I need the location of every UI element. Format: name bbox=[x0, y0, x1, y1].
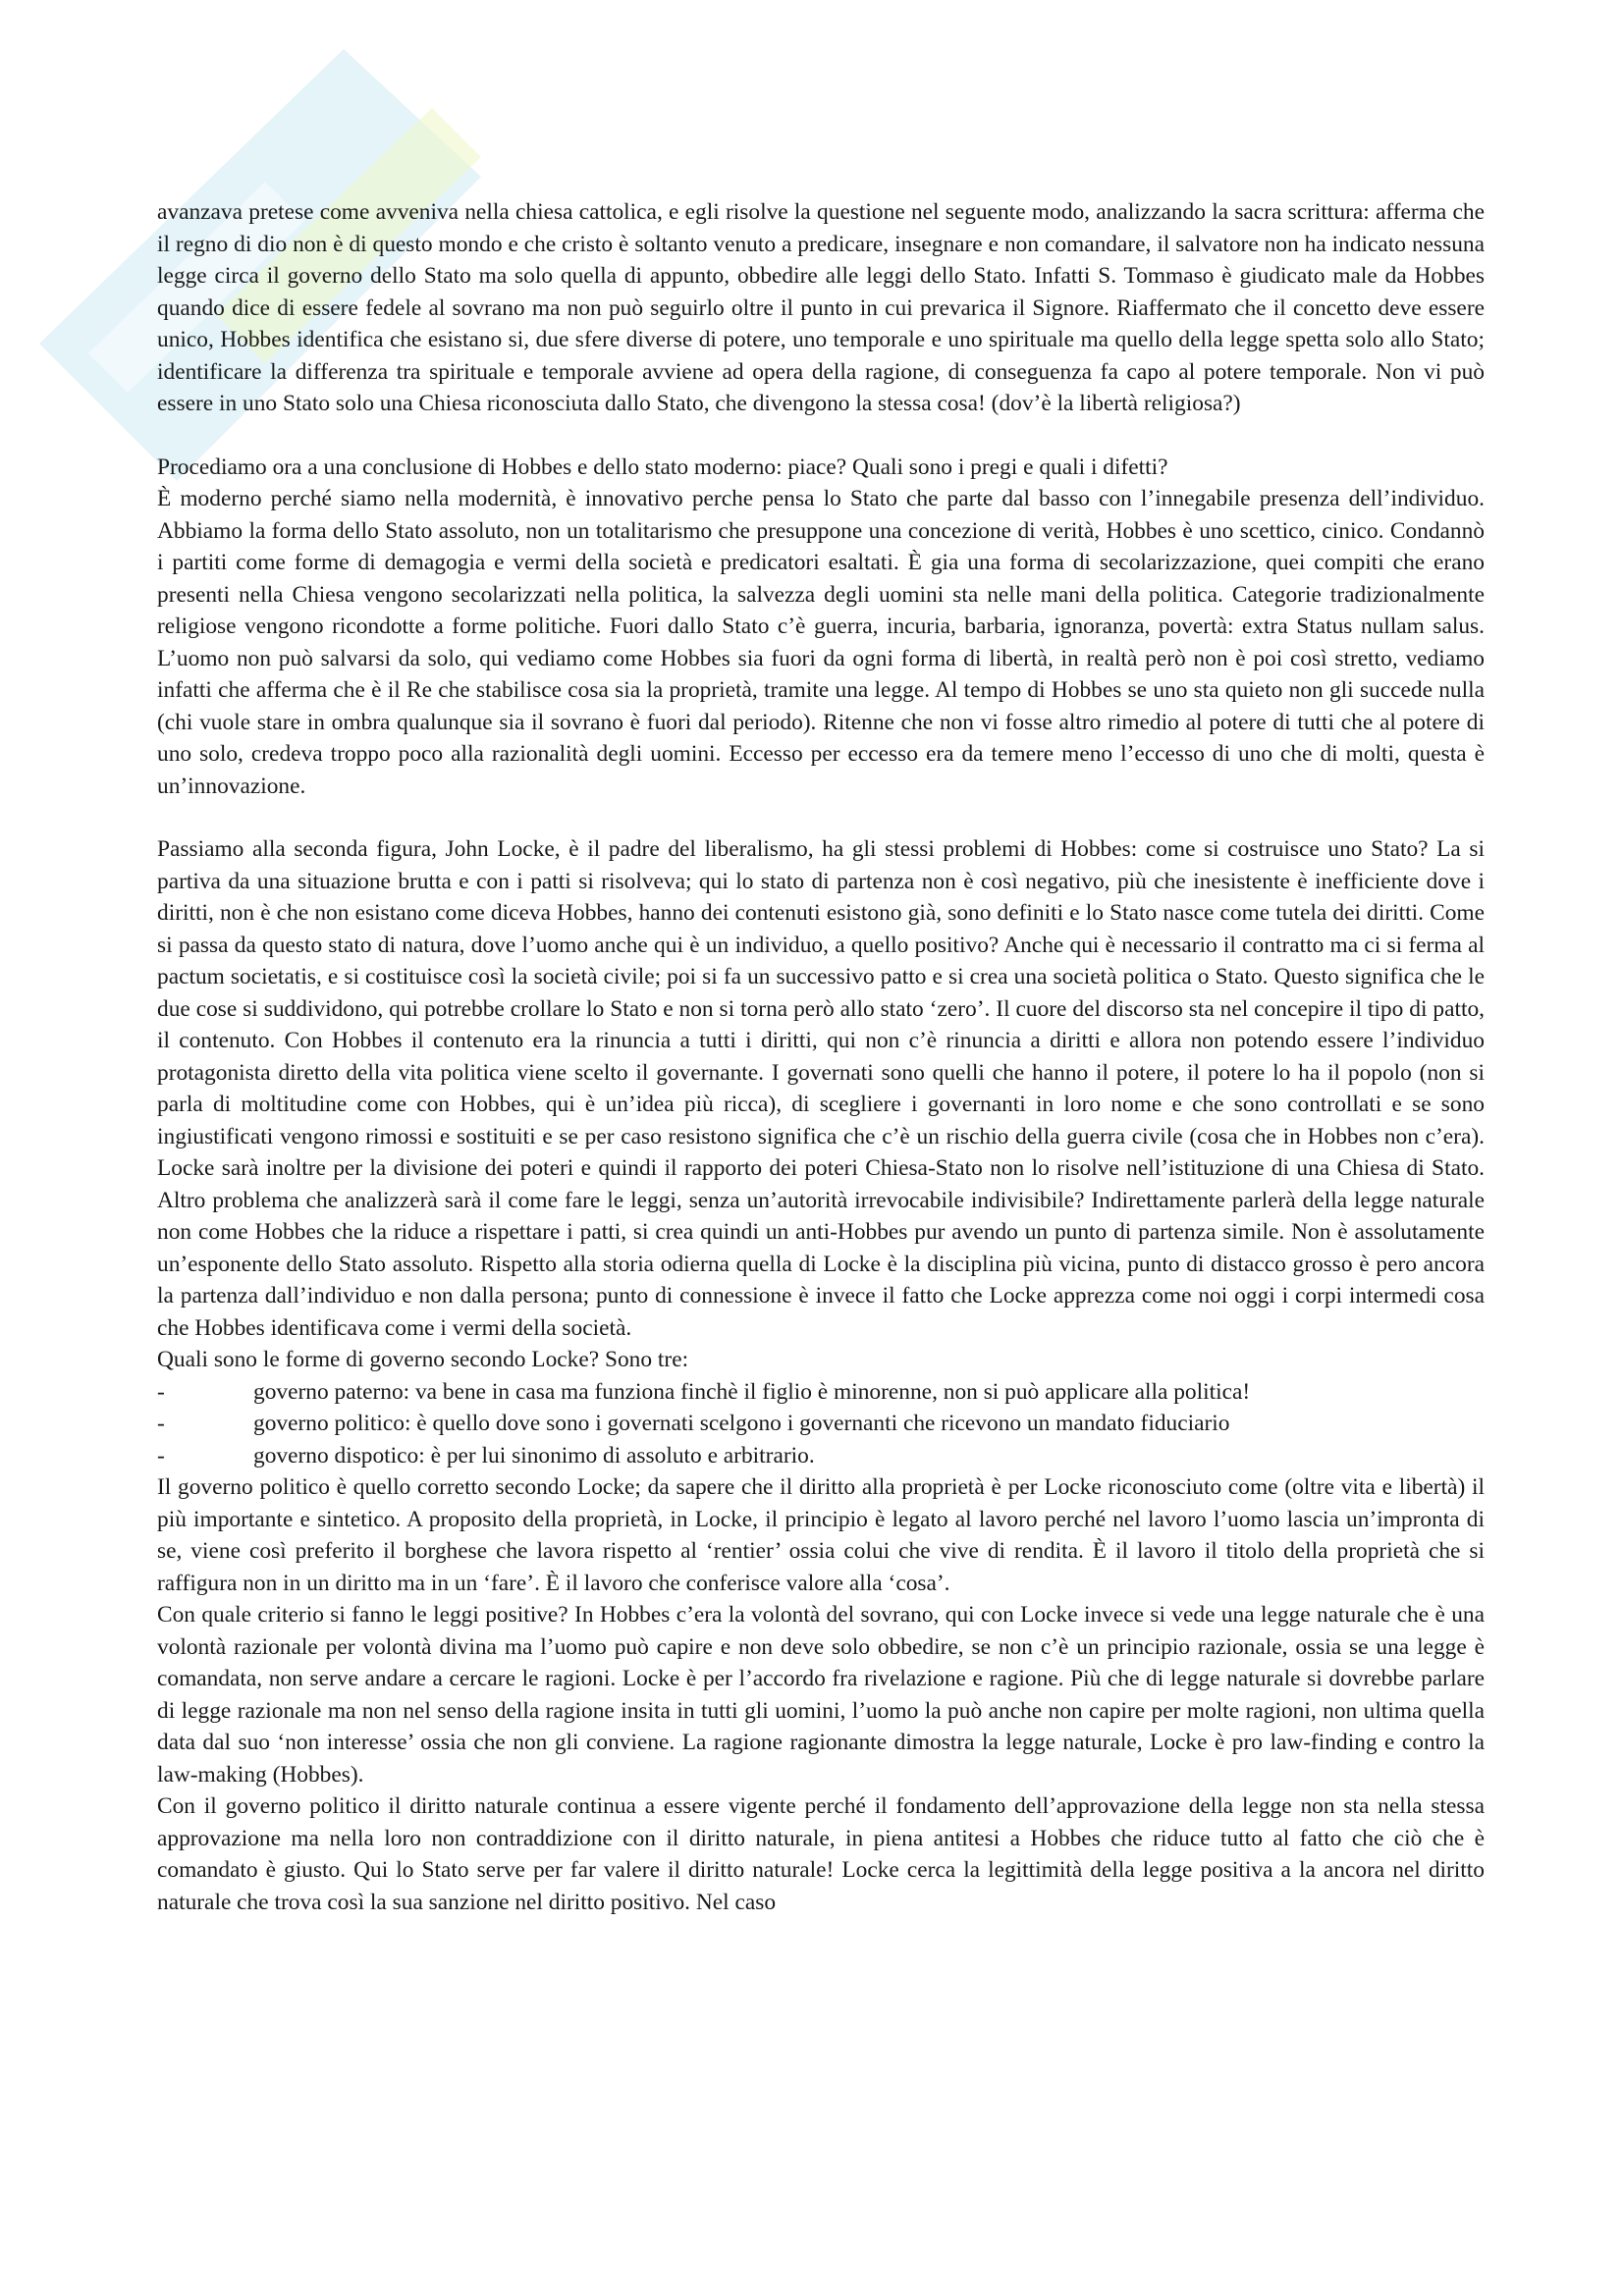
document-page bbox=[157, 196, 1485, 1918]
paragraph-forms-question: Quali sono le forme di governo secondo Locke? Sono tre: bbox=[157, 1347, 689, 1372]
paragraph-locke-intro: Passiamo alla seconda figura, John Locke, è il padre del liberalismo, ha gli stessi problemi di Hobbes: come si costruisce uno Stato? La si partiva da una situazione brutta e con i patti si risolveva; qui lo stato di partenza non è così negativo, più che inesistente è inefficiente dove i diritti, non è che non esistano come diceva Hobbes, hanno dei contenuti esistono già, sono definiti e lo Stato nasce come tutela dei diritti. Come si passa da questo stato di natura, dove l’uomo anche qui è un individuo, a quello positivo? Anche qui è necessario il contratto ma ci si ferma al pactum societatis, e si costituisce così la società civile; poi si fa un successivo patto e si crea una società politica o Stato. Questo significa che le due cose si suddividono, qui potrebbe crollare lo Stato e non si torna però allo stato ‘zero’. Il cuore del discorso sta nel concepire il tipo di patto, il contenuto. Con Hobbes il contenuto era la rinuncia a tutti i diritti, qui non c’è rinuncia a diritti e allora non potendo essere l’individuo protagonista diretto della vita politica viene scelto il governante. I governati sono quelli che hanno il potere, il potere lo ha il popolo (non si parla di moltitudine come con Hobbes, qui è un’idea più ricca), di scegliere i governanti in loro nome e che sono controllati e se sono ingiustificati vengono rimossi e sostituiti e se per caso resistono significa che c’è un rischio della guerra civile (cosa che in Hobbes non c’era). Locke sarà inoltre per la divisione dei poteri e quindi il rapporto dei poteri Chiesa-Stato non lo risolve nell’istituzione di una Chiesa di Stato. Altro problema che analizzerà sarà il come fare le leggi, senza un’autorità irrevocabile indivisibile? Indirettamente parlerà della legge naturale non come Hobbes che la riduce a rispettare i patti, si crea quindi un anti-Hobbes pur avendo un punto di partenza simile. Non è assolutamente un’esponente dello Stato assoluto. Rispetto alla storia odierna quella di Locke è la disciplina più vicina, punto di distacco grosso è pero ancora la partenza dall’individuo e non dalla persona; punto di connessione è invece il fatto che Locke apprezza come noi oggi i corpi intermedi cosa che Hobbes identificava come i vermi della società. bbox=[157, 836, 1485, 1341]
paragraph-gap bbox=[157, 420, 1485, 452]
list-item: - governo paterno: va bene in casa ma funziona finchè il figlio è minorenne, non si può applicare alla politica! bbox=[157, 1378, 1251, 1405]
list-item: - governo dispotico: è per lui sinonimo di assoluto e arbitrario. bbox=[157, 1442, 815, 1468]
paragraph-hobbes-modern: È moderno perché siamo nella modernità, è innovativo perche pensa lo Stato che parte dal basso con l’innegabile presenza dell’individuo. Abbiamo la forma dello Stato assoluto, non un totalitarismo che presuppone una concezione di verità, Hobbes è uno scettico, cinico. Condannò i partiti come forme di demagogia e vermi della società e predicatori esaltati. È gia una forma di secolarizzazione, quei compiti che erano presenti nella Chiesa vengono secolarizzati nella politica, la salvezza degli uomini sta nelle mani della politica. Categorie tradizionalmente religiose vengono ricondotte a forme politiche. Fuori dallo Stato c’è guerra, incuria, barbaria, ignoranza, povertà: extra Status nullam salus. L’uomo non può salvarsi da solo, qui vediamo come Hobbes sia fuori da ogni forma di libertà, in realtà però non è poi così stretto, vediamo infatti che afferma che è il Re che stabilisce cosa sia la proprietà, tramite una legge. Al tempo di Hobbes se uno sta quieto non gli succede nulla (chi vuole stare in ombra qualunque sia il sovrano è fuori dal periodo). Ritenne che non vi fosse altro rimedio al potere di tutti che al potere di uno solo, credeva troppo poco alla razionalità degli uomini. Eccesso per eccesso era da temere meno l’eccesso di uno che di molti, questa è un’innovazione. bbox=[157, 486, 1485, 799]
paragraph-positive-laws: Con quale criterio si fanno le leggi positive? In Hobbes c’era la volontà del sovrano, qui con Locke invece si vede una legge naturale che è una volontà razionale per volontà divina ma l’uomo può capire e non deve solo obbedire, se non c’è un principio razionale, ossia se una legge è comandata, non serve andare a cercare le ragioni. Locke è per l’accordo fra rivelazione e ragione. Più che di legge naturale si dovrebbe parlare di legge razionale ma non nel senso della ragione insita in tutti gli uomini, l’uomo la può anche non capire per molte ragioni, non ultima quella data dal suo ‘non interesse’ ossia che non gli conviene. La ragione ragionante dimostra la legge naturale, Locke è pro law-finding e contro la law-making (Hobbes). bbox=[157, 1602, 1485, 1788]
paragraph-natural-right: Con il governo politico il diritto naturale continua a essere vigente perché il fondamento dell’approvazione della legge non sta nella stessa approvazione ma nella loro non contraddizione con il diritto naturale, in piena antitesi a Hobbes che riduce tutto al fatto che ciò che è comandato è giusto. Qui lo Stato serve per far valere il diritto naturale! Locke cerca la legittimità della legge positiva a la ancora nel diritto naturale che trova così la sua sanzione nel diritto positivo. Nel caso bbox=[157, 1793, 1485, 1915]
paragraph-hobbes-church: avanzava pretese come avveniva nella chiesa cattolica, e egli risolve la questione nel seguente modo, analizzando la sacra scrittura: afferma che il regno di dio non è di questo mondo e che cristo è soltanto venuto a predicare, insegnare e non comandare, il salvatore non ha indicato nessuna legge circa il governo dello Stato ma solo quella di appunto, obbedire alle leggi dello Stato. Infatti S. Tommaso è giudicato male da Hobbes quando dice di essere fedele al sovrano ma non può seguirlo oltre il punto in cui prevarica il Signore. Riaffermato che il concetto deve essere unico, Hobbes identifica che esistano si, due sfere diverse di potere, uno temporale e uno spirituale ma quello della legge spetta solo allo Stato; identificare la differenza tra spirituale e temporale avviene ad opera della ragione, di conseguenza fa capo al potere temporale. Non vi può essere in uno Stato solo una Chiesa riconosciuta dallo Stato, che divengono la stessa cosa! (dov’è la libertà religiosa?) bbox=[157, 199, 1485, 416]
paragraph-conclusion-question: Procediamo ora a una conclusione di Hobbes e dello stato moderno: piace? Quali sono i pregi e quali i difetti? bbox=[157, 454, 1168, 480]
list-item: - governo politico: è quello dove sono i governati scelgono i governanti che ricevono un mandato fiduciario bbox=[157, 1411, 1230, 1436]
paragraph-property: Il governo politico è quello corretto secondo Locke; da sapere che il diritto alla proprietà è per Locke riconosciuto come (oltre vita e libertà) il più importante e sintetico. A proposito della proprietà, in Locke, il principio è legato al lavoro perché nel lavoro l’uomo lascia un’impronta di se, viene così preferito il borghese che lavora rispetto al ‘rentier’ ossia colui che vive di rendita. È il lavoro il titolo della proprietà che si raffigura non in un diritto ma in un ‘fare’. È il lavoro che conferisce valore alla ‘cosa’. bbox=[157, 1474, 1485, 1596]
paragraph-gap bbox=[157, 802, 1485, 833]
government-forms-list bbox=[157, 1376, 1485, 1472]
